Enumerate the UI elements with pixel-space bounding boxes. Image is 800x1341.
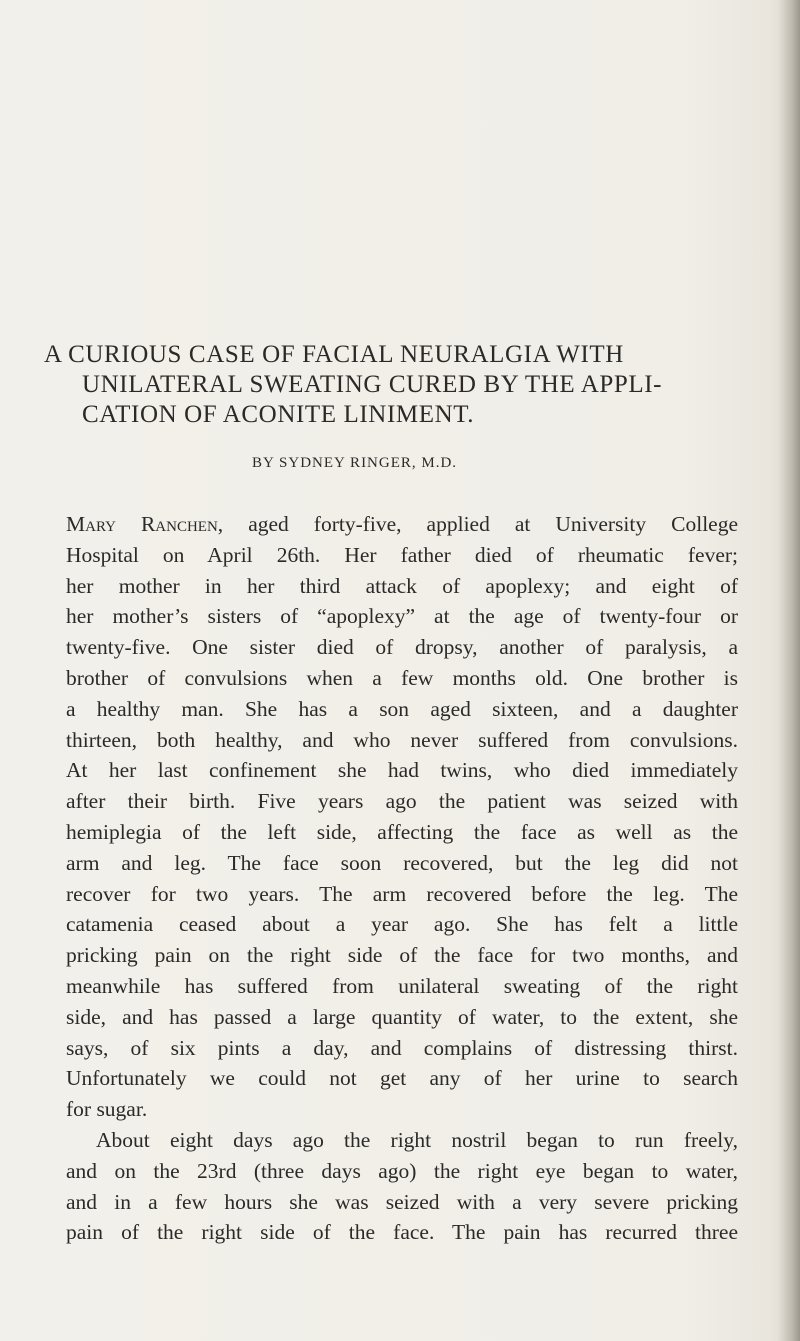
body-line: pain of the right side of the face. The pain has recurred three	[66, 1220, 738, 1245]
body-line: catamenia ceased about a year ago. She has felt a little	[66, 912, 738, 937]
body-line: and on the 23rd (three days ago) the right eye began to water,	[66, 1158, 738, 1183]
body-line: pricking pain on the right side of the face for two months, and	[66, 943, 738, 968]
body-line: for sugar.	[66, 1097, 148, 1122]
body-line: her mother in her third attack of apoplexy; and eight of	[66, 573, 738, 598]
body-line: twenty-five. One sister died of dropsy, another of paralysis, a	[66, 635, 738, 660]
paragraph-1	[66, 509, 738, 1125]
page-edge-shadow	[778, 0, 800, 1341]
paragraph-2	[66, 1125, 738, 1248]
article-title	[44, 340, 744, 430]
body-line: her mother’s sisters of “apoplexy” at the age of twenty-four or	[66, 604, 738, 629]
body-line: thirteen, both healthy, and who never suffered from convulsions.	[66, 727, 738, 752]
body-line: meanwhile has suffered from unilateral sweating of the right	[66, 973, 738, 998]
body-line: a healthy man. She has a son aged sixteen, and a daughter	[66, 696, 738, 721]
body-line: At her last confinement she had twins, who died immediately	[66, 758, 738, 783]
patient-name: Mary Ranchen,	[66, 512, 224, 536]
body-line: Unfortunately we could not get any of her urine to search	[66, 1066, 738, 1091]
body-line: About eight days ago the right nostril began to run freely,	[96, 1127, 738, 1152]
title-line-3: CATION OF ACONITE LINIMENT.	[82, 401, 475, 428]
body-line: hemiplegia of the left side, affecting the face as well as the	[66, 819, 738, 844]
body-line: Mary Ranchen, aged forty-five, applied at University College	[66, 512, 739, 536]
body-line: arm and leg. The face soon recovered, but the leg did not	[66, 850, 738, 875]
body-line: brother of convulsions when a few months old. One brother is	[66, 665, 738, 690]
body-line: recover for two years. The arm recovered before the leg. The	[66, 881, 738, 906]
article-body	[66, 509, 738, 1248]
body-line: says, of six pints a day, and complains of distressing thirst.	[66, 1035, 738, 1060]
author-byline: BY SYDNEY RINGER, M.D.	[252, 455, 458, 471]
body-line: Hospital on April 26th. Her father died of rheumatic fever;	[66, 542, 738, 567]
body-line: after their birth. Five years ago the patient was seized with	[66, 789, 738, 814]
title-line-1: A CURIOUS CASE OF FACIAL NEURALGIA WITH	[44, 341, 624, 368]
body-line: and in a few hours she was seized with a very severe pricking	[66, 1189, 738, 1214]
title-line-2: UNILATERAL SWEATING CURED BY THE APPLI-	[82, 371, 663, 398]
body-line: side, and has passed a large quantity of water, to the extent, she	[66, 1004, 738, 1029]
